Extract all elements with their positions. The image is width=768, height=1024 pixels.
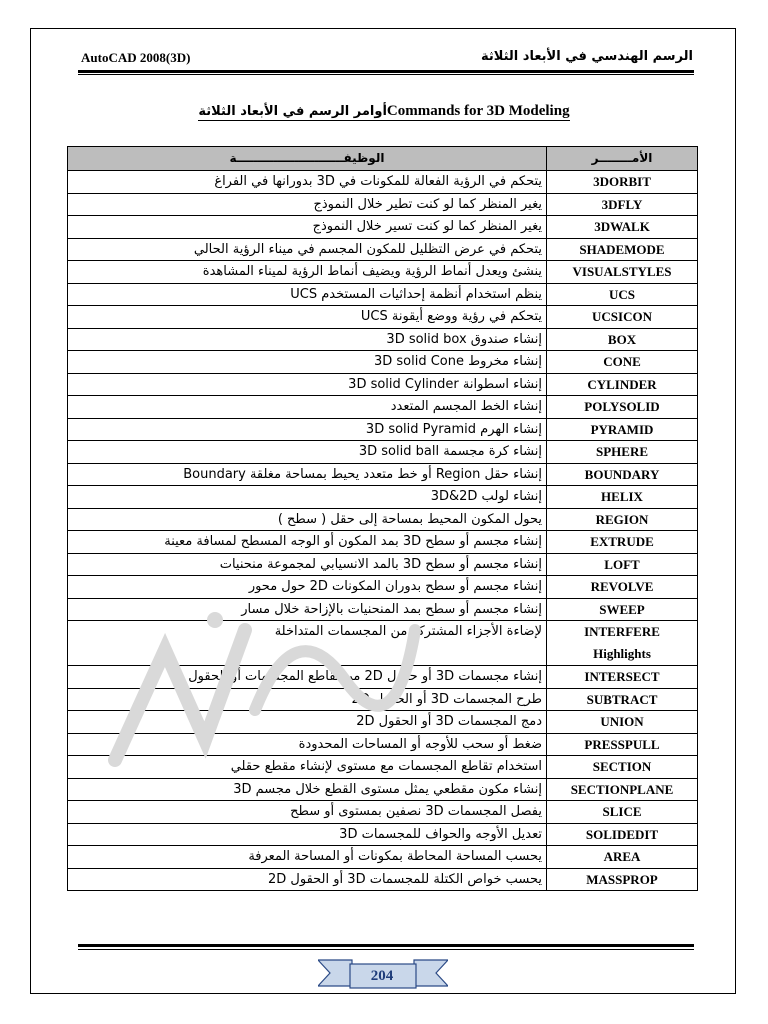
section-title-arabic: أوامر الرسم في الأبعاد الثلاثة: [198, 104, 387, 119]
header-right-title: الرسم الهندسي في الأبعاد الثلاثة: [480, 49, 693, 64]
command-name: BOUNDARY: [547, 463, 698, 486]
table-row: [68, 238, 698, 261]
command-description: إنشاء لولب 3D&2D: [68, 486, 547, 509]
table-row: [68, 486, 698, 509]
command-name: 3DFLY: [547, 193, 698, 216]
command-name: PRESSPULL: [547, 733, 698, 756]
command-description: إنشاء الخط المجسم المتعدد: [68, 396, 547, 419]
table-row: [68, 756, 698, 779]
footer-rule-thin: [78, 949, 694, 950]
command-name-line-1: INTERFERE: [584, 624, 660, 639]
command-name: PYRAMID: [547, 418, 698, 441]
table-row: [68, 396, 698, 419]
command-description: يفصل المجسمات 3D نصفين بمستوى أو سطح: [68, 801, 547, 824]
command-name: SPHERE: [547, 441, 698, 464]
table-row: [68, 306, 698, 329]
table-row: [68, 193, 698, 216]
command-description: ضغط أو سحب للأوجه أو المساحات المحدودة: [68, 733, 547, 756]
command-description: إنشاء مجسمات 3D أو حقول 2D من تقاطع المجسمات أو الحقول: [68, 666, 547, 689]
command-description: يغير المنظر كما لو كنت تسير خلال النموذج: [68, 216, 547, 239]
command-description: يحسب المساحة المحاطة بمكونات أو المساحة المعرفة: [68, 846, 547, 869]
table-row: [68, 373, 698, 396]
command-description: إنشاء مخروط 3D solid Cone: [68, 351, 547, 374]
ribbon-left-tail: [318, 960, 352, 986]
command-name: [547, 621, 698, 666]
table-row: [68, 666, 698, 689]
command-description: إنشاء مجسم أو سطح 3D بمد المكون أو الوجه المسطح لمسافة معينة: [68, 531, 547, 554]
command-description: استخدام تقاطع المجسمات مع مستوى لإنشاء مقطع حقلي: [68, 756, 547, 779]
command-name: 3DORBIT: [547, 171, 698, 194]
command-description: إنشاء كرة مجسمة 3D solid ball: [68, 441, 547, 464]
table-row: [68, 733, 698, 756]
table-header-row: [68, 147, 698, 171]
command-description: ينظم استخدام أنظمة إحداثيات المستخدم UCS: [68, 283, 547, 306]
table-row: [68, 508, 698, 531]
command-description: إنشاء الهرم 3D solid Pyramid: [68, 418, 547, 441]
table-row: [68, 463, 698, 486]
table-row: [68, 778, 698, 801]
table-row: [68, 441, 698, 464]
command-description: تعديل الأوجه والحواف للمجسمات 3D: [68, 823, 547, 846]
table-row: [68, 418, 698, 441]
command-description: إنشاء مجسم أو سطح 3D بالمد الانسيابي لمجموعة منحنيات: [68, 553, 547, 576]
table-row: [68, 598, 698, 621]
table-row: [68, 711, 698, 734]
command-description: طرح المجسمات 3D أو الحقول 2D: [68, 688, 547, 711]
footer-rule-thick: [78, 944, 694, 947]
command-name: SECTIONPLANE: [547, 778, 698, 801]
command-description: ينشئ ويعدل أنماط الرؤية ويضيف أنماط الرؤية لميناء المشاهدة: [68, 261, 547, 284]
header-command: الأمــــــــر: [547, 147, 698, 171]
command-name: 3DWALK: [547, 216, 698, 239]
command-name: MASSPROP: [547, 868, 698, 891]
command-name: UNION: [547, 711, 698, 734]
table-row: [68, 553, 698, 576]
command-description: يحسب خواص الكتلة للمجسمات 3D أو الحقول 2D: [68, 868, 547, 891]
command-name: SUBTRACT: [547, 688, 698, 711]
header-rule-thin: [78, 74, 694, 75]
command-description: إنشاء اسطوانة 3D solid Cylinder: [68, 373, 547, 396]
header-rule-thick: [78, 70, 694, 73]
command-name: HELIX: [547, 486, 698, 509]
table-row: [68, 868, 698, 891]
header-left-title: AutoCAD 2008(3D): [81, 50, 191, 65]
command-description: يغير المنظر كما لو كنت تطير خلال النموذج: [68, 193, 547, 216]
table-row: [68, 621, 698, 666]
command-name: SLICE: [547, 801, 698, 824]
table-row: [68, 846, 698, 869]
command-name: SOLIDEDIT: [547, 823, 698, 846]
command-description: يتحكم في الرؤية الفعالة للمكونات في 3D بدورانها في الفراغ: [68, 171, 547, 194]
command-name: CONE: [547, 351, 698, 374]
command-name: SECTION: [547, 756, 698, 779]
command-name: SHADEMODE: [547, 238, 698, 261]
table-row: [68, 171, 698, 194]
table-row: [68, 351, 698, 374]
command-name: VISUALSTYLES: [547, 261, 698, 284]
command-description: لإضاءة الأجزاء المشتركة من المجسمات المتداخلة: [68, 621, 547, 666]
command-name: AREA: [547, 846, 698, 869]
command-name: SWEEP: [547, 598, 698, 621]
command-description: إنشاء صندوق 3D solid box: [68, 328, 547, 351]
header-function: الوظيفــــــــــــــــــــــــــة: [68, 147, 547, 171]
table-row: [68, 823, 698, 846]
command-name: REVOLVE: [547, 576, 698, 599]
command-name: INTERSECT: [547, 666, 698, 689]
command-description: إنشاء مجسم أو سطح بدوران المكونات 2D حول محور: [68, 576, 547, 599]
section-title: [0, 103, 768, 120]
command-description: إنشاء حقل Region أو خط متعدد يحيط بمساحة مغلقة Boundary: [68, 463, 547, 486]
command-description: دمج المجسمات 3D أو الحقول 2D: [68, 711, 547, 734]
commands-table: [67, 146, 698, 891]
table-row: [68, 261, 698, 284]
command-name: EXTRUDE: [547, 531, 698, 554]
command-name: POLYSOLID: [547, 396, 698, 419]
table-row: [68, 688, 698, 711]
command-description: إنشاء مكون مقطعي يمثل مستوى القطع خلال مجسم 3D: [68, 778, 547, 801]
page-number: 204: [370, 968, 394, 984]
command-name-line-2: Highlights: [593, 646, 651, 661]
command-name: LOFT: [547, 553, 698, 576]
section-title-english: Commands for 3D Modeling: [386, 103, 570, 119]
table-row: [68, 531, 698, 554]
command-name: BOX: [547, 328, 698, 351]
command-name: CYLINDER: [547, 373, 698, 396]
command-name: UCS: [547, 283, 698, 306]
table-row: [68, 801, 698, 824]
command-description: إنشاء مجسم أو سطح بمد المنحنيات بالإزاحة خلال مسار: [68, 598, 547, 621]
table-row: [68, 216, 698, 239]
command-name: REGION: [547, 508, 698, 531]
command-description: يتحكم في عرض التظليل للمكون المجسم في ميناء الرؤية الحالي: [68, 238, 547, 261]
table-row: [68, 283, 698, 306]
command-description: يحول المكون المحيط بمساحة إلى حقل ( سطح ): [68, 508, 547, 531]
ribbon-right-tail: [414, 960, 448, 986]
table-row: [68, 576, 698, 599]
command-name: UCSICON: [547, 306, 698, 329]
table-row: [68, 328, 698, 351]
command-description: يتحكم في رؤية ووضع أيقونة UCS: [68, 306, 547, 329]
